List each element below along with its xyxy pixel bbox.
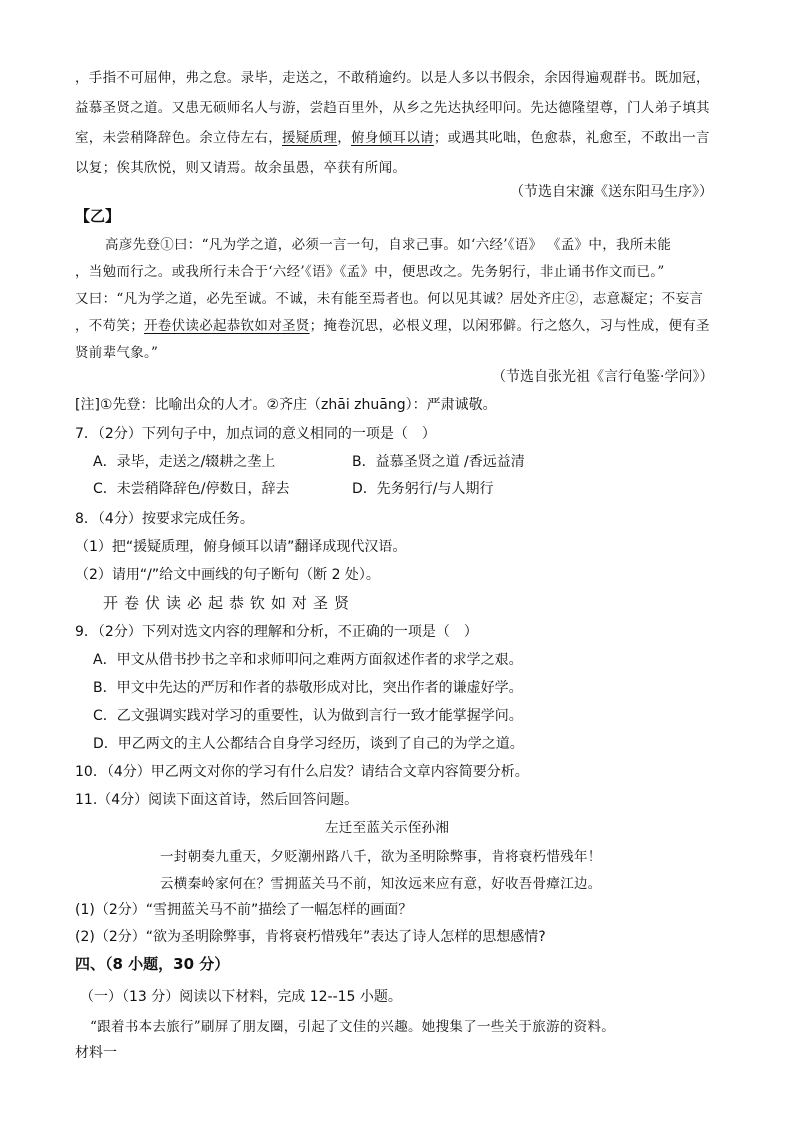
jia-line-3: 室，未尝稍降辞色。余立侍左右，援疑质理，俯身倾耳以请；或遇其叱咄，色愈恭，礼愈至，不敢出一言 <box>75 130 710 146</box>
annotation-note: [注]①先登：比喻出众的人才。②齐庄（zhāi zhuāng）：严肃诚敬。 <box>75 397 497 413</box>
section4-heading: 四、（8 小题，30 分） <box>75 955 230 973</box>
q9-option-d: D．甲乙两文的主人公都结合自身学习经历，谈到了自己的为学之道。 <box>93 736 524 752</box>
yi-heading: 【乙】 <box>75 207 121 225</box>
q8-sentence: 开卷伏读必起恭钦如对圣贤 <box>103 594 356 612</box>
jia-source: （节选自宋濂《送东阳马生序》） <box>510 184 713 200</box>
section4-intro: “跟着书本去旅行”刷屏了朋友圈，引起了文佳的兴趣。她搜集了一些关于旅游的资料。 <box>90 1019 616 1035</box>
jia-line-2: 益慕圣贤之道。又患无硕师名人与游，尝趋百里外，从乡之先达执经叩问。先达德隆望尊，门人弟子填其 <box>75 100 710 116</box>
yi-line-2: ，当勉而行之。或我所行未合于‘六经’《语》《孟》中，便思改之。先务躬行，非止诵书作文而已。” <box>75 264 665 280</box>
q8-stem: 8．（4分）按要求完成任务。 <box>75 511 254 527</box>
q7-option-d: D．先务躬行/与人期行 <box>352 481 494 497</box>
yi-line-1: 高彦先登①曰：“凡为学之道，必须一言一句，自求己事。如‘六经’《语》 《孟》中，我所未能 <box>105 237 672 253</box>
q9-option-a: A．甲文从借书抄书之辛和求师叩问之难两方面叙述作者的求学之艰。 <box>93 652 523 668</box>
q7-option-a: A．录毕，走送之/辍耕之垄上 <box>93 454 276 470</box>
poem-line-2: 云横秦岭家何在？雪拥蓝关马不前，知汝远来应有意，好收吾骨瘴江边。 <box>160 876 602 892</box>
jia-line-4: 以复；俟其欣悦，则又请焉。故余虽愚，卒获有所闻。 <box>75 160 407 176</box>
yi-line-5: 贤前辈气象。” <box>75 345 159 361</box>
underlined-sentence: 开卷伏读必起恭钦如对圣贤 <box>144 318 310 334</box>
q9-option-b: B．甲文中先达的严厉和作者的恭敬形成对比，突出作者的谦虚好学。 <box>93 680 523 696</box>
yi-source: （节选自张光祖《言行龟鉴·学问》） <box>492 369 714 385</box>
q8-sub-1: （1）把“援疑质理，俯身倾耳以请”翻译成现代汉语。 <box>75 539 407 555</box>
yi-line-3: 又曰：“凡为学之道，必先至诚。不诚，未有能至焉者也。何以见其诚？居处齐庄②，志意凝定；不妄言 <box>75 291 704 307</box>
underlined-phrase: 援疑质理 <box>282 130 338 146</box>
q9-stem: 9．（2分）下列对选文内容的理解和分析，不正确的一项是（ ） <box>75 624 478 640</box>
q10-stem: 10．（4分）甲乙两文对你的学习有什么启发？请结合文章内容简要分析。 <box>75 764 529 780</box>
poem-title: 左迁至蓝关示侄孙湘 <box>325 820 450 836</box>
underlined-phrase: 俯身倾耳以请 <box>351 130 434 146</box>
material-label: 材料一 <box>75 1045 117 1061</box>
q11-sub-2: (2)（2分）“欲为圣明除弊事，肯将衰朽惜残年”表达了诗人怎样的思想感情? <box>75 929 546 945</box>
jia-line-1: ，手指不可屈伸，弗之怠。录毕，走送之，不敢稍逾约。以是人多以书假余，余因得遍观群书。既加冠， <box>75 70 710 86</box>
q7-option-c: C．未尝稍降辞色/停数日，辞去 <box>93 481 290 497</box>
poem-line-1: 一封朝奏九重天，夕贬潮州路八千，欲为圣明除弊事，肯将衰朽惜残年！ <box>160 849 602 865</box>
q11-stem: 11.（4分）阅读下面这首诗，然后回答问题。 <box>75 792 359 808</box>
q9-option-c: C．乙文强调实践对学习的重要性，认为做到言行一致才能掌握学问。 <box>93 708 523 724</box>
q7-option-b: B．益慕圣贤之道 /香远益清 <box>352 454 525 470</box>
section4-subheading: （一）（13 分）阅读以下材料，完成 12--15 小题。 <box>80 989 402 1005</box>
yi-line-4: ，不苟笑；开卷伏读必起恭钦如对圣贤；掩卷沉思，必根义理，以闲邪僻。行之悠久，习与性成，便有圣 <box>75 318 710 334</box>
q7-stem: 7．（2分）下列句子中，加点词的意义相同的一项是（ ） <box>75 426 436 442</box>
q8-sub-2: （2）请用“/”给文中画线的句子断句（断 2 处）。 <box>75 567 380 583</box>
q11-sub-1: (1)（2分）“雪拥蓝关马不前”描绘了一幅怎样的画面？ <box>75 902 413 918</box>
